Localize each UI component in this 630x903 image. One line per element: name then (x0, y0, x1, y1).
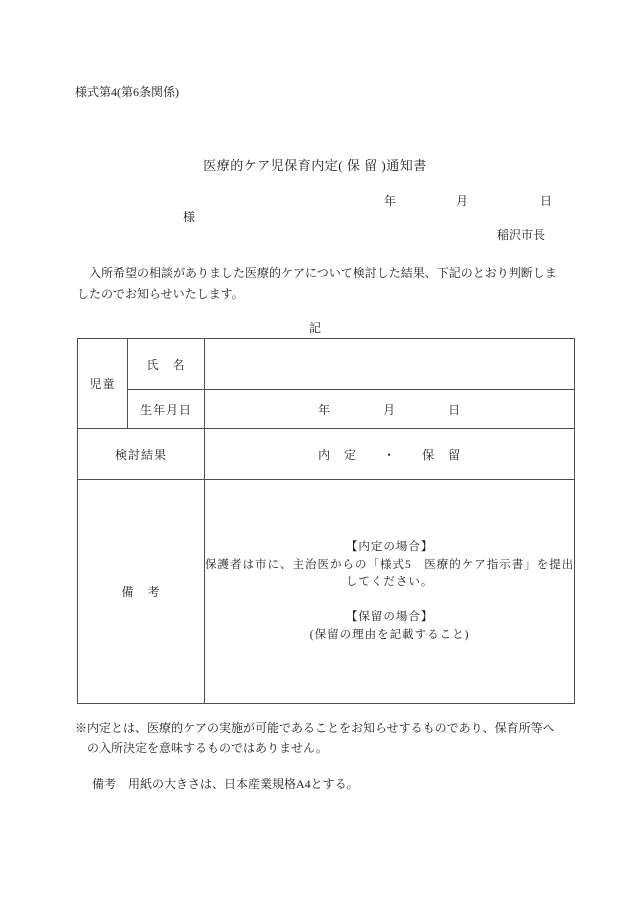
remarks-line (205, 592, 574, 610)
remarks-line: (保留の理由を記載すること) (309, 628, 470, 641)
result-label-cell: 検討結果 (78, 429, 205, 480)
body-line: したのでお知らせいたします。 (77, 287, 244, 301)
remarks-line: 保護者は市に、主治医からの「様式5 医療的ケア指示書」を提出 (205, 558, 575, 571)
note-line: の入所決定を意味するものではありません。 (75, 741, 328, 755)
child-header-cell: 児童 (78, 339, 128, 429)
table-row-remarks (78, 480, 575, 704)
birthdate-value-cell: 年 月 日 (205, 390, 575, 429)
issuer-mayor: 稲沢市長 (496, 228, 545, 242)
name-value-cell (205, 339, 575, 390)
table-row-birthdate (78, 390, 575, 429)
document-title: 医療的ケア児保育内定( 保 留 )通知書 (203, 158, 427, 173)
remarks-line: 【内定の場合】 (345, 541, 434, 553)
name-label-cell: 氏 名 (128, 339, 205, 390)
note-line: ※内定とは、医療的ケアの実施が可能であることをお知らせするものであり、保育所等へ (75, 721, 555, 735)
body-paragraph (77, 263, 557, 305)
body-line: 入所希望の相談がありました医療的ケアについて検討した結果、下記のとおり判断しま (77, 266, 557, 280)
remarks-label-cell: 備 考 (78, 480, 205, 704)
remarks-line: 【保留の場合】 (345, 611, 434, 623)
issue-date-line: 年 月 日 (383, 194, 552, 208)
paper-size-note: 備考 用紙の大きさは、日本産業規格A4とする。 (92, 777, 359, 791)
remarks-line: してください。 (345, 576, 434, 588)
definition-note (75, 718, 555, 758)
table-row-result (78, 429, 575, 480)
main-table (77, 338, 575, 704)
result-value-cell: 内 定 ・ 保 留 (205, 429, 575, 480)
addressee-sama: 様 (183, 210, 196, 224)
remarks-content-cell (205, 480, 575, 704)
table-row-name (78, 339, 575, 390)
form-number: 様式第4(第6条関係) (75, 85, 179, 99)
ki-section-marker: 記 (308, 321, 321, 335)
birthdate-label-cell: 生年月日 (128, 390, 205, 429)
